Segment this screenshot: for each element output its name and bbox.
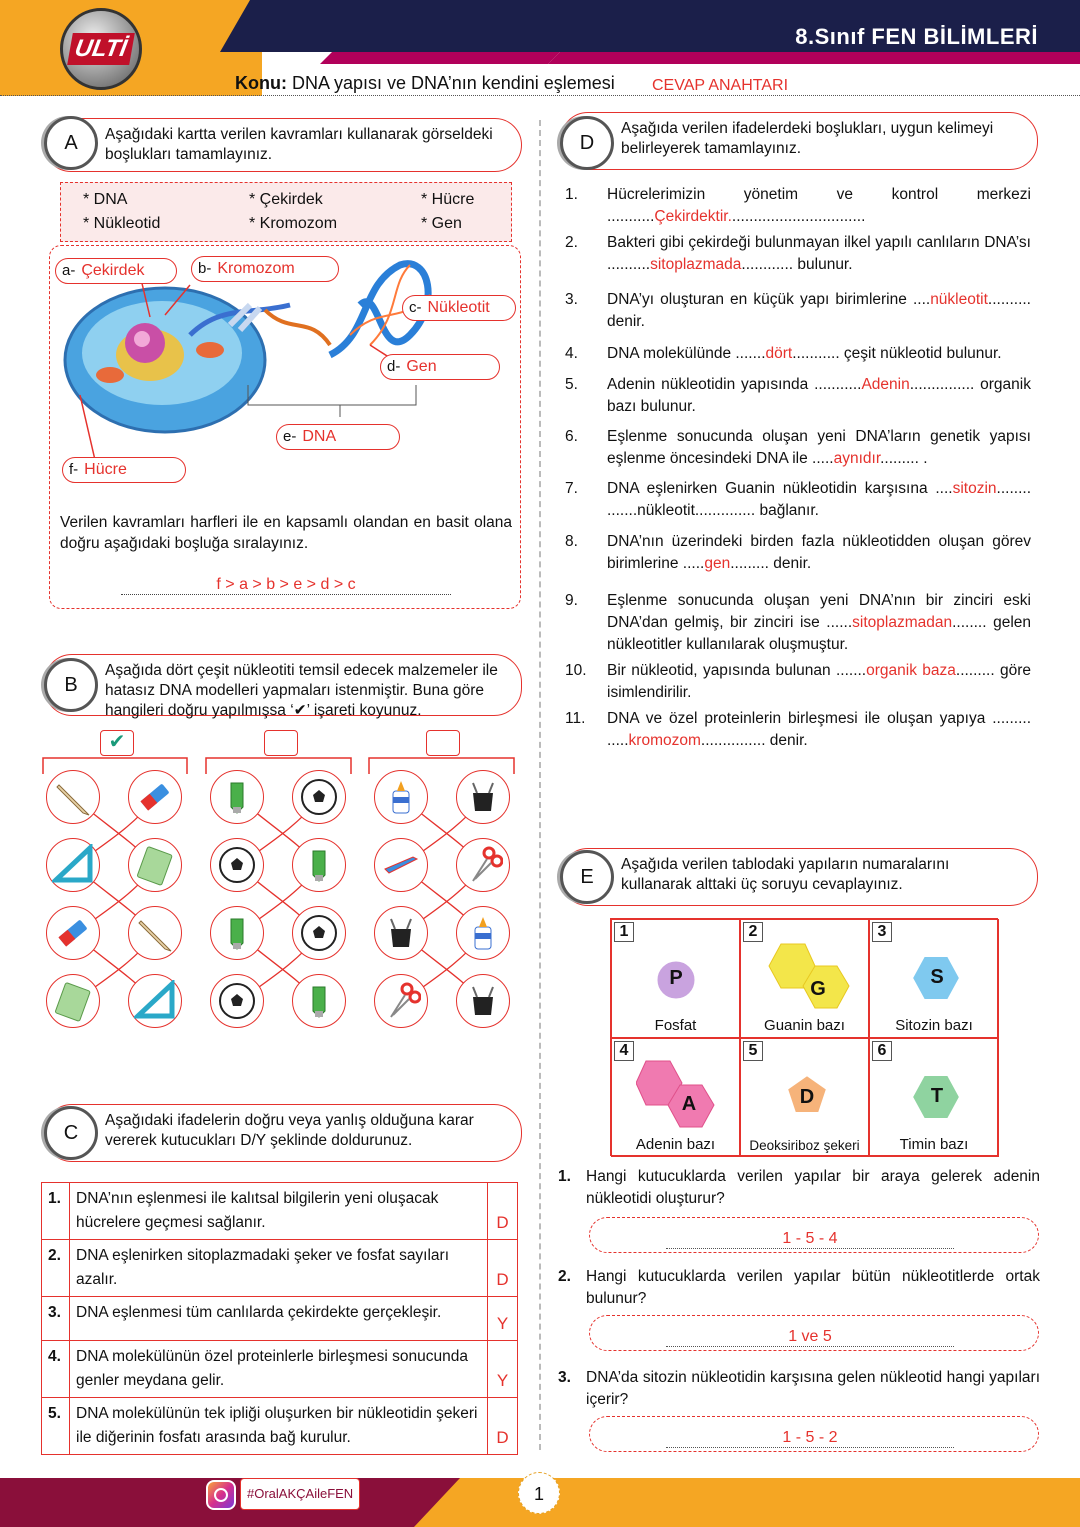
blank-answer[interactable]: sitoplazmadan (852, 614, 953, 631)
structure-cell-1: 1 P Fosfat (611, 919, 740, 1038)
colored-pencil-icon (374, 838, 428, 892)
paint-tube-icon (210, 906, 264, 960)
dna-models-brackets (40, 756, 520, 1036)
section-b-instruction: Aşağıda dört çeşit nükleotiti temsil edecek malzemeler ile hatasız DNA modelleri yapmaları istenmiştir. Buna göre hangileri doğru yapılmışsa ‘✔’ işareti koyunuz. (44, 654, 522, 716)
answer-cell[interactable]: Y (488, 1297, 518, 1341)
section-e-badge: E (560, 850, 614, 904)
pencil-icon (128, 906, 182, 960)
answer-cell[interactable]: D (488, 1398, 518, 1455)
column-divider (539, 120, 541, 1450)
structure-cell-3: 3 S Sitozin bazı (869, 919, 999, 1038)
answer-key-label: CEVAP ANAHTARI (652, 77, 789, 94)
football-icon (210, 838, 264, 892)
blank-answer[interactable]: sitozin (952, 480, 997, 497)
term: * Hücre (421, 191, 475, 208)
section-e-instruction: Aşağıda verilen tablodaki yapıların numaralarını kullanarak alttaki üç soruyu cevaplayınız. (560, 848, 1038, 906)
blank-answer[interactable]: nükleotit (930, 291, 988, 308)
table-row: 1. DNA’nın eşlenmesi ile kalıtsal bilgilerin yeni oluşacak hücrelere geçmesi sağlanır. D (42, 1183, 518, 1240)
question-1: 1. Hangi kutucuklarda verilen yapılar bir araya gelerek adenin nükleotidi oluşturur? (558, 1168, 1040, 1207)
football-icon (292, 770, 346, 824)
binder-clip-icon (374, 906, 428, 960)
table-row: 5. DNA molekülünün tek ipliği oluşurken bir nükleotidin şekeri ile diğerinin fosfatı arasında bağ kurulur. D (42, 1398, 518, 1455)
answer-cell[interactable]: D (488, 1183, 518, 1240)
blank-answer[interactable]: aynıdır (833, 450, 881, 467)
term: * Çekirdek (249, 191, 323, 208)
blank-answer[interactable]: dört (765, 345, 793, 362)
paint-tube-icon (210, 770, 264, 824)
term: * Gen (421, 215, 462, 232)
answer-cell[interactable]: Y (488, 1341, 518, 1398)
model-2-checkbox[interactable] (264, 730, 298, 756)
glue-bottle-icon (456, 906, 510, 960)
term: * Nükleotid (83, 215, 161, 232)
section-c-badge: C (44, 1106, 98, 1160)
question-3: 3. DNA’da sitozin nükleotidin karşısına gelen nükleotid hangi yapıları içerir? (558, 1369, 1040, 1408)
football-icon (210, 974, 264, 1028)
section-c-instruction: Aşağıdaki ifadelerin doğru veya yanlış olduğuna karar vererek kutucukları D/Y şeklinde doldurunuz. (44, 1104, 522, 1162)
notebook-icon (128, 838, 182, 892)
eraser-icon (128, 770, 182, 824)
scissors-icon (374, 974, 428, 1028)
binder-clip-icon (456, 974, 510, 1028)
blank-answer[interactable]: Çekirdektir. (654, 208, 732, 225)
eraser-icon (46, 906, 100, 960)
answer-field-3[interactable]: 1 - 5 - 2 (589, 1416, 1039, 1452)
structure-cell-6: 6 T Timin bazı (869, 1038, 999, 1157)
binder-clip-icon (456, 770, 510, 824)
term: * DNA (83, 191, 128, 208)
order-question: Verilen kavramları harfleri ile en kapsamlı olandan en basit olana doğru aşağıdaki boşluğa sıralayınız. (60, 514, 512, 552)
blank-answer[interactable]: sitoplazmada (650, 256, 742, 273)
label-c: c- Nükleotit (402, 295, 516, 321)
label-d: d- Gen (380, 354, 500, 380)
table-row: 3. DNA eşlenmesi tüm canlılarda çekirdekte gerçekleşir. Y (42, 1297, 518, 1341)
question-2: 2. Hangi kutucuklarda verilen yapılar bütün nükleotitlerde ortak bulunur? (558, 1268, 1040, 1307)
scissors-icon (456, 838, 510, 892)
section-a-badge: A (44, 116, 98, 170)
triangle-ruler-icon (46, 838, 100, 892)
football-icon (292, 906, 346, 960)
label-b: b- Kromozom (191, 256, 339, 282)
answer-cell[interactable]: D (488, 1240, 518, 1297)
header-stripe (320, 52, 560, 64)
glue-bottle-icon (374, 770, 428, 824)
table-row: 4. DNA molekülünün özel proteinlerle birleşmesi sonucunda genler meydana gelir. Y (42, 1341, 518, 1398)
paint-tube-icon (292, 974, 346, 1028)
model-3-checkbox[interactable] (426, 730, 460, 756)
section-d-badge: D (560, 116, 614, 170)
term-card (60, 182, 512, 242)
fill-blank-list: 1. Hücrelerimizin yönetim ve kontrol merkezi ...........Çekirdektir................................ 2. Bakteri gibi çekirdeği bulunmayan ilkel yapılı canlıların DNA’sı ..........sitoplazmada............ bulunur. 3. DNA’yı oluşturan en küçük yapı birimlerine ....nükleotit.......... denir. 4. DNA molekülünde .......dört........... çeşit nükleotid bulunur. 5. Adenin nükleotidin yapısında ...........Adenin............... organik bazı bulunur. 6. Eşlenme sonucunda oluşan yeni DNA’ların genetik yapısı eşlenme öncesindeki DNA ile .....aynıdır......... . 7. DNA eşlenirken Guanin nükleotidin karşısına ....sitozin........ .......nükleotit.............. bağlanır. 8. DNA’nın üzerindeki birden fazla nükleotidden oluşan görev birimlerine .....gen......... denir. 9. Eşlenme sonucunda oluşan yeni DNA’nın bir zinciri eski DNA’dan gelmiş, bir zinciri ise ......sitoplazmadan........ gelen nükleotitler kullanılarak oluşmuştur. 10. Bir nükleotid, yapısında bulunan .......organik baza......... göre isimlendirilir. 11. DNA ve özel proteinlerin birleşmesi ile oluşan yapıya ......... .....kromozom............... denir. (565, 186, 1032, 749)
true-false-table (41, 1182, 518, 1455)
topic-line: Konu: DNA yapısı ve DNA’nın kendini eşlemesi (235, 73, 615, 93)
order-answer: f > a > b > e > d > c (121, 576, 451, 595)
label-f: f- Hücre (62, 457, 186, 483)
structures-table (610, 918, 998, 1156)
section-b-badge: B (44, 658, 98, 712)
grade-title: 8.Sınıf FEN BİLİMLERİ (795, 24, 1038, 49)
table-row: 2. DNA eşlenirken sitoplazmadaki şeker ve fosfat sayıları azalır. D (42, 1240, 518, 1297)
structure-cell-4: 4 A Adenin bazı (611, 1038, 740, 1157)
blank-answer[interactable]: gen (704, 555, 731, 572)
model-1-checkbox[interactable]: ✔ (100, 730, 134, 756)
structure-cell-2: 2 G Guanin bazı (740, 919, 869, 1038)
pencil-icon (46, 770, 100, 824)
social-handle[interactable]: #OralAKÇAileFEN (240, 1478, 360, 1510)
label-e: e- DNA (276, 424, 400, 450)
answer-field-1[interactable]: 1 - 5 - 4 (589, 1217, 1039, 1253)
answer-field-2[interactable]: 1 ve 5 (589, 1315, 1039, 1351)
section-d-instruction: Aşağıda verilen ifadelerdeki boşlukları, uygun kelimeyi belirleyerek tamamlayınız. (560, 112, 1038, 170)
term: * Kromozom (249, 215, 338, 232)
page-number: 1 (518, 1472, 560, 1514)
paint-tube-icon (292, 838, 346, 892)
structure-cell-5: 5 D Deoksiriboz şekeri (740, 1038, 869, 1157)
instagram-icon[interactable] (206, 1480, 236, 1510)
blank-answer[interactable]: Adenin (861, 376, 910, 393)
blank-answer[interactable]: kromozom (628, 732, 701, 749)
section-a-instruction: Aşağıdaki kartta verilen kavramları kullanarak görseldeki boşlukları tamamlayınız. (44, 118, 522, 172)
logo: ULTİ (60, 8, 142, 90)
blank-answer[interactable]: organik baza (866, 662, 956, 679)
notebook-icon (46, 974, 100, 1028)
label-a: a- Çekirdek (55, 258, 177, 284)
triangle-ruler-icon (128, 974, 182, 1028)
